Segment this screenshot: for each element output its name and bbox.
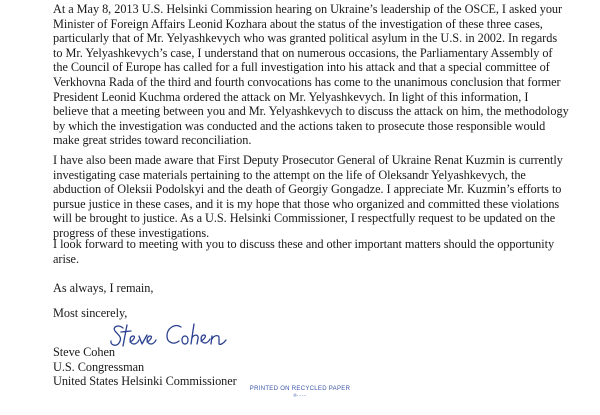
text-line: abduction of Oleksii Podolskyi and the death of Georgiy Gongadze. I appreciate Mr. Kuzmin’s efforts to <box>53 182 562 197</box>
text-line: will be brought to justice. As a U.S. Helsinki Commissioner, I respectfully request to be updated on the <box>53 211 556 226</box>
signer-name: Steve Cohen <box>53 345 115 359</box>
letter-footer <box>0 385 600 399</box>
text-line: Minister of Foreign Affairs Leonid Kozhara about the status of the investigation of these three cases, <box>53 16 543 31</box>
text-line: I look forward to meeting with you to discuss these and other important matters should the opportunity <box>53 237 555 251</box>
text-line: Verkhovna Rada of the third and fourth convocations has come to the unanimous conclusion that former <box>53 74 561 89</box>
signature-block <box>53 345 237 389</box>
text-line: Most sincerely, <box>53 306 128 320</box>
text-line: investigating case materials pertaining to the attempt on the life of Oleksandr Yelyashkevych, the <box>53 167 526 182</box>
text-line: particularly that of Mr. Yelyashkevych who was granted political asylum in the U.S. in 2002. In regards <box>53 31 558 46</box>
paragraph-remain <box>53 281 153 296</box>
text-line: At a May 8, 2013 U.S. Helsinki Commission hearing on Ukraine’s leadership of the OSCE, I asked your <box>53 2 563 16</box>
text-line: by which the investigation was conducted and the actions taken to prosecute those responsible would <box>53 118 546 133</box>
text-line: make great strides toward reconciliation. <box>53 133 252 148</box>
text-line: I have also been made aware that First Deputy Prosecutor General of Ukraine Renat Kuzmin is currently <box>53 153 563 167</box>
recycled-paper-notice: PRINTED ON RECYCLED PAPER <box>249 386 351 392</box>
text-line: the Council of Europe has called for a full investigation into his attack and that a special committee of <box>53 60 550 75</box>
union-bug-mark: ®⋅⋅⋅⋅⋅⋅ <box>293 393 307 398</box>
text-line: As always, I remain, <box>53 281 154 295</box>
signer-role: United States Helsinki Commissioner <box>53 374 237 389</box>
signer-title: U.S. Congressman <box>53 359 145 374</box>
text-line: pursue justice in these cases, and it is my hope that those who organized and committed these violations <box>53 196 560 211</box>
text-line: believe that a meeting between you and Mr. Yelyashkevych to discuss the attack on him, the methodology <box>53 104 569 119</box>
paragraph-meeting <box>53 237 554 266</box>
text-line: President Leonid Kuchma ordered the attack on Mr. Yelyashkevych. In light of this information, I <box>53 89 529 104</box>
text-line: progress of these investigations. <box>53 225 210 240</box>
text-line: arise. <box>53 251 79 266</box>
paragraph-osce-hearing <box>53 2 569 148</box>
text-line: to Mr. Yelyashkevych’s case, I understand that on numerous occasions, the Parliamentary Assembly of <box>53 45 553 60</box>
paragraph-investigation <box>53 153 563 241</box>
